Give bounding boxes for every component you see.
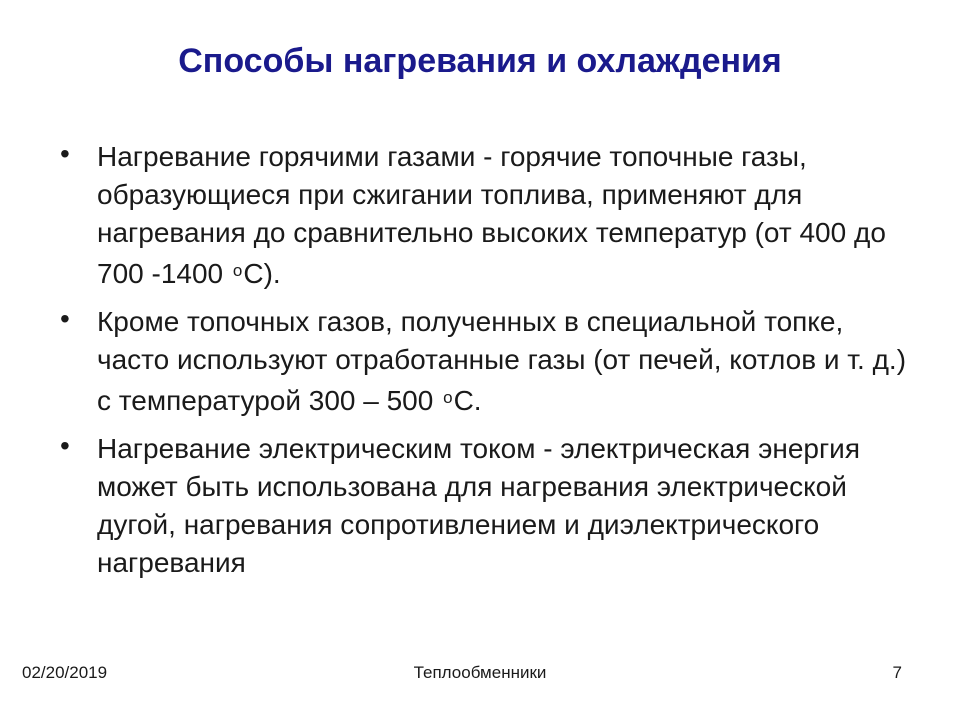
bullet-list (60, 138, 920, 592)
bullet-item-electric-heating (60, 430, 920, 582)
bullet-icon: • (60, 303, 70, 334)
bullet-text: Кроме топочных газов, полученных в специальной топке, часто используют отработанные газы (от печей, котлов и т. д.) с температурой 300 – 500 (97, 306, 907, 416)
bullet-text: Нагревание горячими газами - горячие топочные газы, образующиеся при сжигании топлива, применяют для нагревания до сравнительно высоких температур (от 400 до 700 -1400 (97, 141, 886, 289)
degree-symbol: o (232, 261, 243, 280)
page-number: 7 (892, 663, 902, 682)
footer-date: 02/20/2019 (22, 663, 108, 682)
footer-title: Теплообменники (413, 663, 547, 682)
slide-title: Способы нагревания и охлаждения (178, 42, 782, 80)
bullet-item-exhaust-gases (60, 303, 920, 420)
bullet-text: Нагревание электрическим током - электрическая энергия может быть использована для нагревания электрической дугой, нагревания сопротивлением и диэлектрического нагревания (97, 433, 860, 578)
unit-text: С). (243, 258, 281, 289)
bullet-icon: • (60, 138, 70, 169)
bullet-icon: • (60, 430, 70, 461)
degree-symbol: o (443, 388, 453, 407)
bullet-item-heating-gases (60, 138, 920, 293)
unit-text: С. (453, 385, 482, 416)
